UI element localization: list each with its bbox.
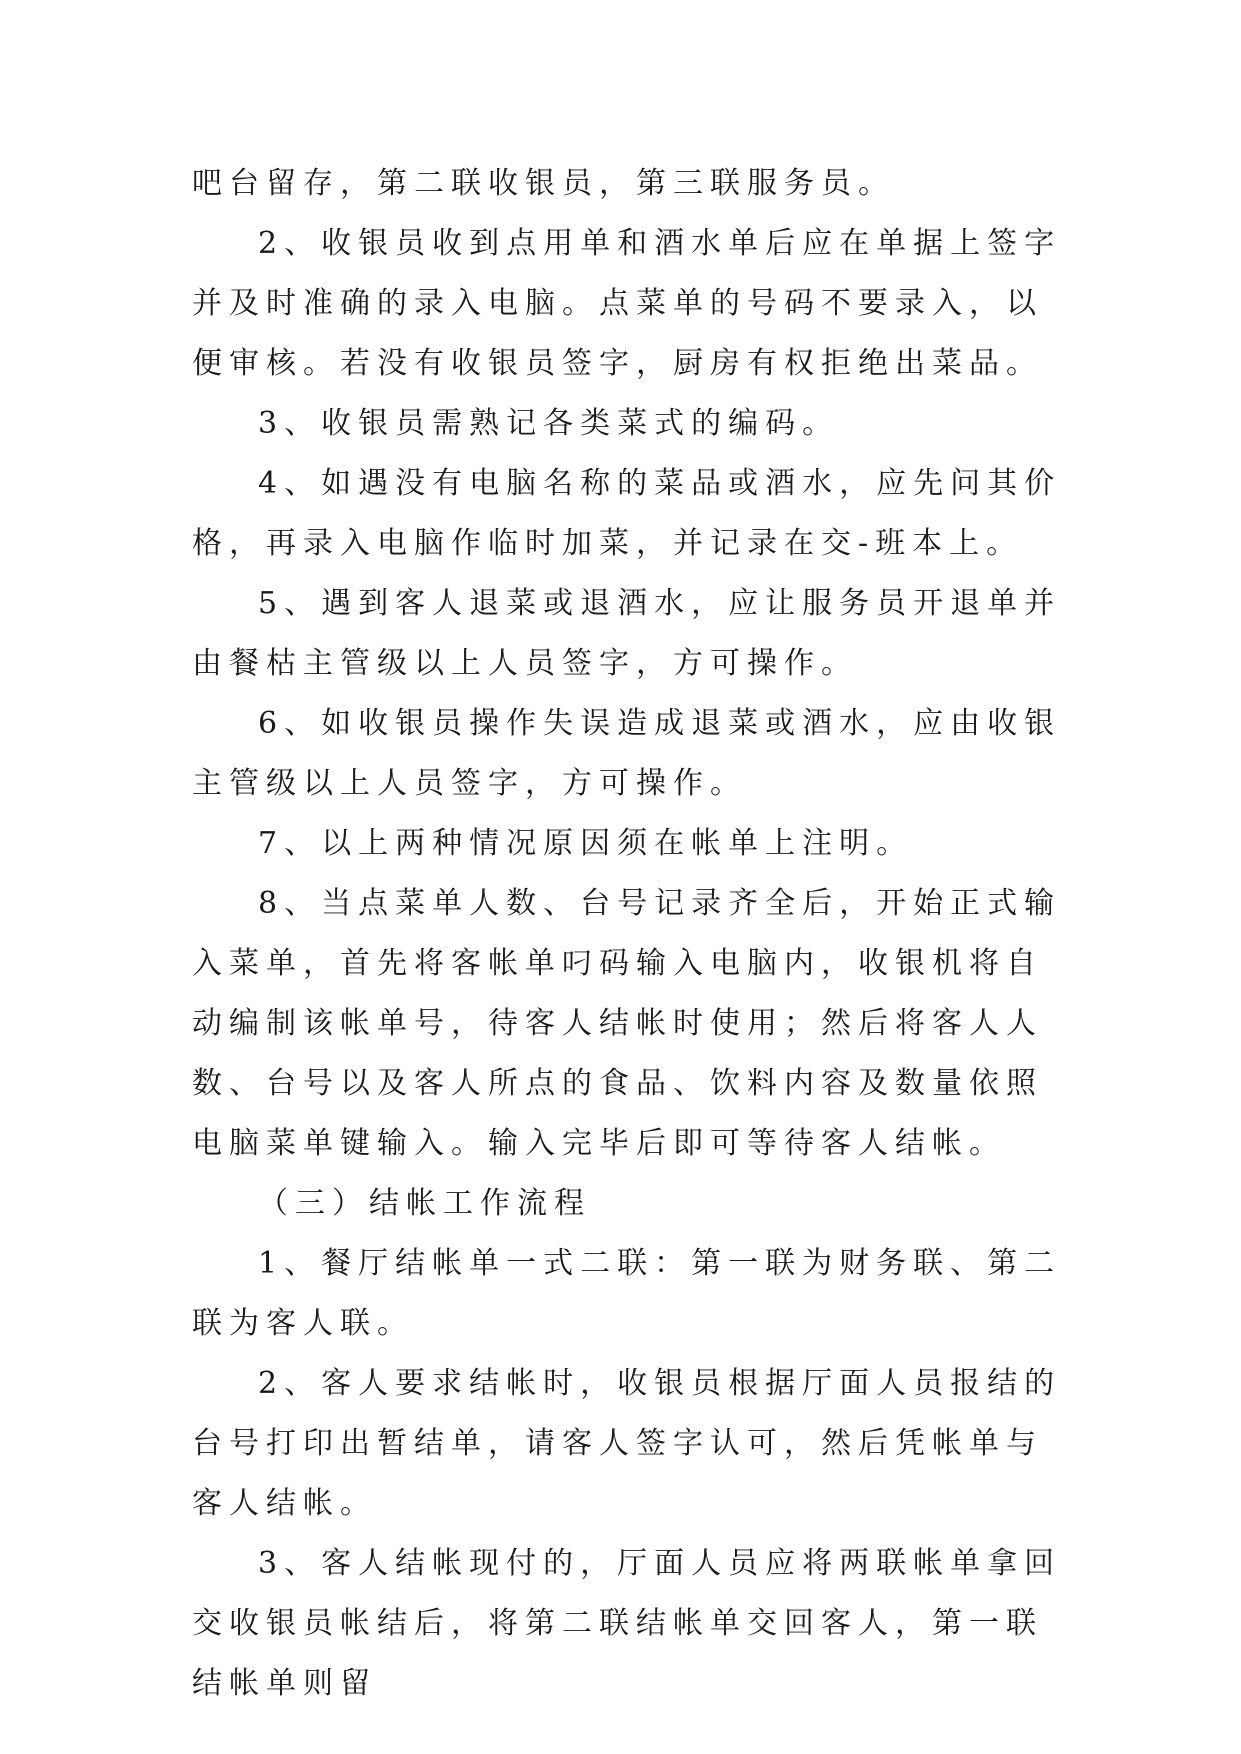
paragraph-continuation: 吧台留存，第二联收银员，第三联服务员。 (192, 166, 895, 201)
paragraph-checkout-2: 2、客人要求结帐时，收银员根据厅面人员报结的台号打印出暂结单，请客人签字认可，然后凭帐单与客人结帐。 (192, 1366, 1062, 1521)
paragraph-item-4: 4、如遇没有电脑名称的菜品或酒水，应先问其价格，再录入电脑作临时加菜，并记录在交-班本上。 (192, 466, 1062, 561)
paragraph-item-8: 8、当点菜单人数、台号记录齐全后，开始正式输入菜单，首先将客帐单叼码输入电脑内，收银机将自动编制该帐单号，待客人结帐时使用；然后将客人人数、台号以及客人所点的食品、饮料内容及数量依照电脑菜单键输入。输入完毕后即可等待客人结帐。 (192, 886, 1062, 1161)
paragraph-item-2: 2、收银员收到点用单和酒水单后应在单据上签字并及时准确的录入电脑。点菜单的号码不要录入，以便审核。若没有收银员签字，厨房有权拒绝出菜品。 (192, 226, 1062, 381)
paragraph-item-7: 7、以上两种情况原因须在帐单上注明。 (258, 826, 914, 861)
document-body (192, 154, 1072, 1714)
paragraph-item-5: 5、遇到客人退菜或退酒水，应让服务员开退单并由餐枯主管级以上人员签字，方可操作。 (192, 586, 1062, 681)
paragraph-item-3: 3、收银员需熟记各类菜式的编码。 (258, 406, 840, 441)
section-heading: （三）结帐工作流程 (258, 1186, 591, 1221)
paragraph-item-6: 6、如收银员操作失误造成退菜或酒水，应由收银主管级以上人员签字，方可操作。 (192, 706, 1062, 801)
paragraph-checkout-1: 1、餐厅结帐单一式二联：第一联为财务联、第二联为客人联。 (192, 1246, 1062, 1341)
paragraph-checkout-3: 3、客人结帐现付的，厅面人员应将两联帐单拿回交收银员帐结后，将第二联结帐单交回客人，第一联结帐单则留 (192, 1546, 1062, 1701)
